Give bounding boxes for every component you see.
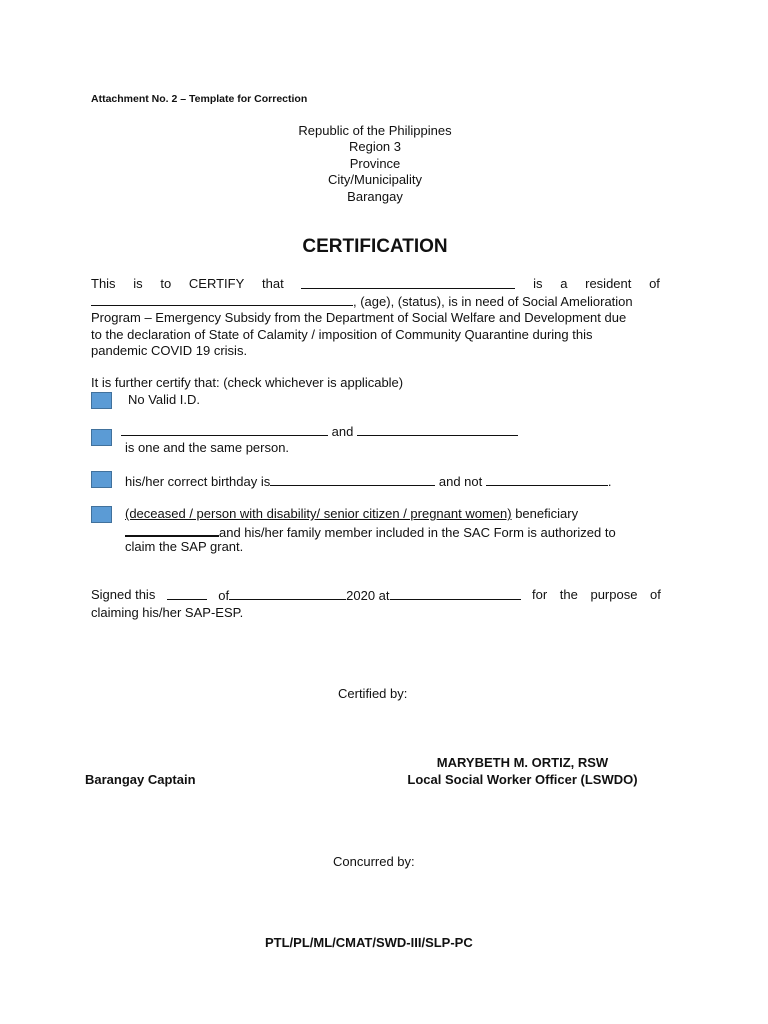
- wrong-birthday-blank[interactable]: [486, 473, 608, 486]
- birthday-row: [125, 473, 611, 491]
- age-status-text: , (age), (status), is in need of Social Amelioration: [353, 293, 633, 309]
- same-person-label: is one and the same person.: [125, 440, 290, 455]
- and-not-text: and not: [438, 474, 483, 489]
- name-blank[interactable]: [301, 276, 515, 289]
- signed-line-2: claiming his/her SAP-ESP.: [91, 604, 244, 620]
- birthday-prefix: his/her correct birthday is: [125, 474, 271, 489]
- letterhead: [0, 123, 750, 205]
- signed-paragraph: [91, 587, 660, 621]
- word: is: [533, 276, 543, 291]
- city-line: City/Municipality: [328, 172, 422, 188]
- same-person-row: [121, 423, 518, 441]
- region-line: Region 3: [348, 139, 402, 155]
- signed-this-text: Signed this: [91, 587, 156, 602]
- month-blank[interactable]: [229, 587, 346, 600]
- lswdo-title: Local Social Worker Officer (LSWDO): [407, 771, 638, 787]
- claim-sap-text: claim the SAP grant.: [125, 539, 244, 554]
- word: that: [262, 276, 284, 291]
- certified-by-label: Certified by:: [338, 686, 408, 701]
- republic-line: Republic of the Philippines: [298, 123, 452, 138]
- word: This: [91, 276, 116, 291]
- certify-line-2: [91, 293, 660, 311]
- same-person-checkbox[interactable]: [91, 429, 112, 446]
- word: to: [160, 276, 172, 291]
- beneficiary-text: beneficiary: [511, 506, 579, 521]
- certify-paragraph: [91, 276, 660, 360]
- beneficiary-blank[interactable]: [125, 523, 219, 537]
- birthday-checkbox[interactable]: [91, 471, 112, 488]
- beneficiary-type-checkbox[interactable]: [91, 506, 112, 523]
- word: a: [560, 276, 568, 291]
- no-valid-id-checkbox[interactable]: [91, 392, 112, 409]
- beneficiary-type-text: (deceased / person with disability/ senior citizen / pregnant women): [125, 506, 512, 521]
- of-text: of: [218, 588, 230, 603]
- address-row: [91, 293, 633, 311]
- certify-line-3: Program – Emergency Subsidy from the Department of Social Welfare and Development due: [91, 310, 627, 325]
- address-blank[interactable]: [91, 293, 353, 306]
- signed-line-1: [91, 587, 660, 605]
- certify-line-1: [91, 276, 660, 293]
- certify-line-4: to the declaration of State of Calamity / imposition of Community Quarantine during this: [91, 326, 593, 342]
- lswdo-signatory: [400, 755, 645, 788]
- first-name-blank[interactable]: [121, 423, 328, 436]
- authorized-text: and his/her family member included in the SAC Form is authorized to: [219, 525, 616, 540]
- word: is: [133, 276, 143, 291]
- month-group: [218, 587, 520, 605]
- place-blank[interactable]: [390, 587, 521, 600]
- attachment-label: Attachment No. 2 – Template for Correction: [91, 93, 308, 105]
- purpose-words: [532, 587, 660, 605]
- document-title: CERTIFICATION: [302, 236, 448, 257]
- day-blank[interactable]: [167, 587, 207, 600]
- beneficiary-type-row: [125, 506, 578, 523]
- purpose-phrase: for the purpose of: [532, 587, 661, 602]
- year-at-text: 2020 at: [346, 588, 390, 603]
- and-text: and: [331, 424, 354, 439]
- word: resident: [585, 276, 632, 291]
- word: CERTIFY: [188, 276, 245, 291]
- lswdo-name: MARYBETH M. ORTIZ, RSW: [436, 755, 609, 770]
- concurred-by-label: Concurred by:: [333, 854, 415, 869]
- province-line: Province: [349, 155, 401, 171]
- correct-birthday-blank[interactable]: [270, 473, 435, 486]
- footer-office-code: PTL/PL/ML/CMAT/SWD-III/SLP-PC: [265, 935, 473, 950]
- certify-line-5: pandemic COVID 19 crisis.: [91, 343, 248, 358]
- period: .: [607, 474, 612, 489]
- barangay-line: Barangay: [347, 188, 403, 204]
- no-valid-id-label: No Valid I.D.: [128, 392, 201, 407]
- day-group: [167, 587, 207, 605]
- word: of: [649, 276, 660, 291]
- second-name-blank[interactable]: [357, 423, 518, 436]
- further-certify-text: It is further certify that: (check whichever is applicable): [91, 375, 404, 390]
- barangay-captain-title: Barangay Captain: [85, 772, 196, 787]
